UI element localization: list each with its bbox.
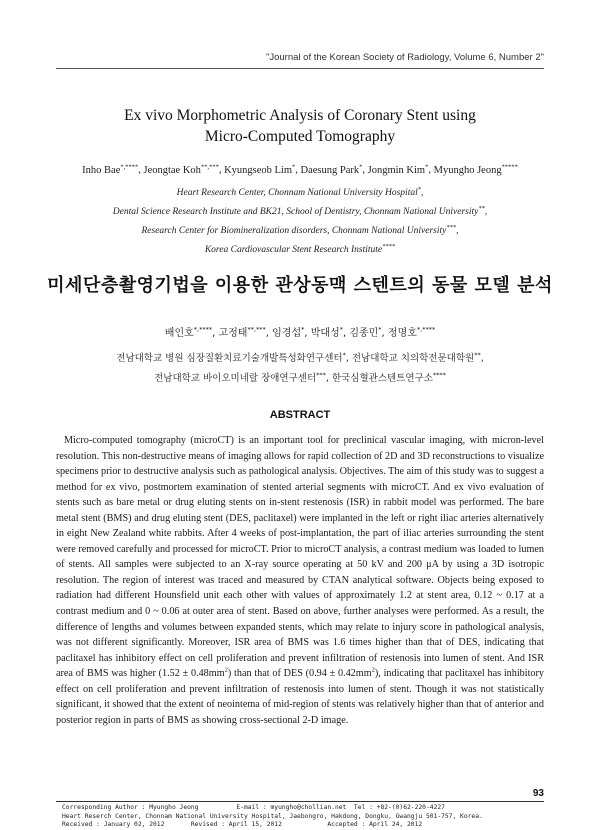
korean-author: 박대성* (310, 325, 343, 339)
affiliation: Heart Research Center, Chonnam National University Hospital*, (176, 186, 424, 199)
author-list: Inho Bae*,****, Jeongtae Koh**,***, Kyungseob Lim*, Daesung Park*, Jongmin Kim*, Myungho Jeong***** (82, 163, 518, 176)
korean-author: 배인호*,**** (164, 325, 213, 339)
abstract-body: Micro-computed tomography (microCT) is an important tool for preclinical vascular imaging, with micron-level resolution. This non-destructive means of imaging allows for rapid collection of 2D and 3D reconstructions to visualize specimens prior to destructive analysis such as pathological analysis. Objectives. The aim of this study was to suggest a method for ex vivo, postmortem examination of stented arterial segments with microCT. And ex vivo evaluation of stents such as bare metal or drug eluting stents on in-stent restenosis (ISR) in rabbit model was performed. The bare metal stent (BMS) and drug eluting stent (DES, paclitaxel) were implanted in the left or right iliac arteries alternatively in eight New Zealand white rabbits. After 4 weeks of post-implantation, the part of iliac arteries surrounding the stent were removed carefully and processed for microCT. Prior to microCT analysis, a contrast medium was loaded to lumen of stents. All samples were subjected to an X-ray source operating at 50 kV and 200 μA by using a 3D isotropic resolution. The region of interest was traced and measured by CTAN analytical software. Objects being exposed to radiation had different Hounsfield unit each other with values of approximately 1.2 at stent area, 0.12 ~ 0.17 at a contrast medium and 0 ~ 0.06 at outer area of stent. Based on above, further analyses were performed. As a result, the difference of lengths and volumes between expanded stents, which may relate to injury score in pathological analysis, was not different significantly. Moreover, ISR area of BMS was 1.6 times higher than that of DES, indicating that paclitaxel has inhibitory effect on cell proliferation and prevent infiltration of restenosis into lumen of stent. And ISR area of BMS was higher $(1.52 \pm 0.48mm^2)$ than that of DES $(0.94 \pm 0.42mm^2)$, indicating that paclitaxel has inhibitory effect on cell proliferation and prevent infiltration of restenosis into lumen of stent. Though it was not statistically significant, it showed that the extent of neointema of mid-region of stents was relatively higher than that of anterior and posterior region in parts of BMS as showing cross-sectional 2-D image. (56, 435, 544, 726)
affiliation: Research Center for Biomineralization disorders, Chonnam National University***, (141, 224, 459, 237)
affiliation-list (0, 182, 600, 259)
title-line-2: Micro-Computed Tomography (204, 128, 396, 145)
korean-author: 정명호*,**** (387, 325, 436, 339)
footer-line-2: Heart Reserch Center, Chonnam National University Hospital, Jaebongro, Hakdong, Dongku, Gwangju 501-757, Korea. (62, 812, 483, 820)
korean-author: 임경섭* (272, 325, 305, 339)
affiliation: Dental Science Research Institute and BK21, School of Dentistry, Chonnam National University**, (112, 205, 488, 218)
author: Jeongtae Koh**,*** (143, 163, 219, 176)
korean-author: 김종민* (349, 325, 382, 339)
korean-affiliation-line-2: 전남대학교 바이오미네랄 장애연구센터***, 한국심혈관스텐트연구소**** (154, 371, 446, 385)
author: Jongmin Kim* (367, 163, 429, 176)
footer-line-1: Corresponding Author : Myungho Jeong E-mail : myungho@chollian.net Tel : +82-(0)62-220-4227 (62, 804, 445, 811)
author: Myungho Jeong***** (433, 163, 518, 176)
journal-header: "Journal of the Korean Society of Radiology, Volume 6, Number 2" (265, 52, 544, 63)
affiliation: Korea Cardiovascular Stent Research Institute**** (204, 243, 396, 256)
footer-line-3: Received : January 02, 2012 Revised : April 15, 2012 Accepted : April 24, 2012 (62, 821, 423, 829)
korean-affiliation-list (0, 347, 600, 387)
correspondence-footer (62, 804, 483, 830)
page-number: 93 (532, 788, 544, 799)
title-line-1: Ex vivo Morphometric Analysis of Coronary Stent using (124, 107, 476, 124)
author: Daesung Park* (300, 163, 363, 176)
author: Kyungseob Lim* (224, 163, 296, 176)
korean-author: 고정태**,*** (218, 325, 266, 339)
abstract-heading: ABSTRACT (269, 409, 331, 421)
footer-divider (56, 801, 544, 802)
korean-author-list: 배인호*,****, 고정태**,***, 임경섭*, 박대성*, 김종민*, 정명호*,**** (164, 325, 436, 339)
paper-title (0, 105, 600, 147)
korean-title: 미세단층촬영기법을 이용한 관상동맥 스텐트의 동물 모델 분석 (47, 275, 553, 296)
korean-affiliation-line-1: 전남대학교 병원 심장질환치료기술개발특성화연구센터*, 전남대학교 치의학전문대학원**, (116, 351, 484, 365)
header-divider (56, 68, 544, 69)
author: Inho Bae*,**** (82, 163, 139, 176)
